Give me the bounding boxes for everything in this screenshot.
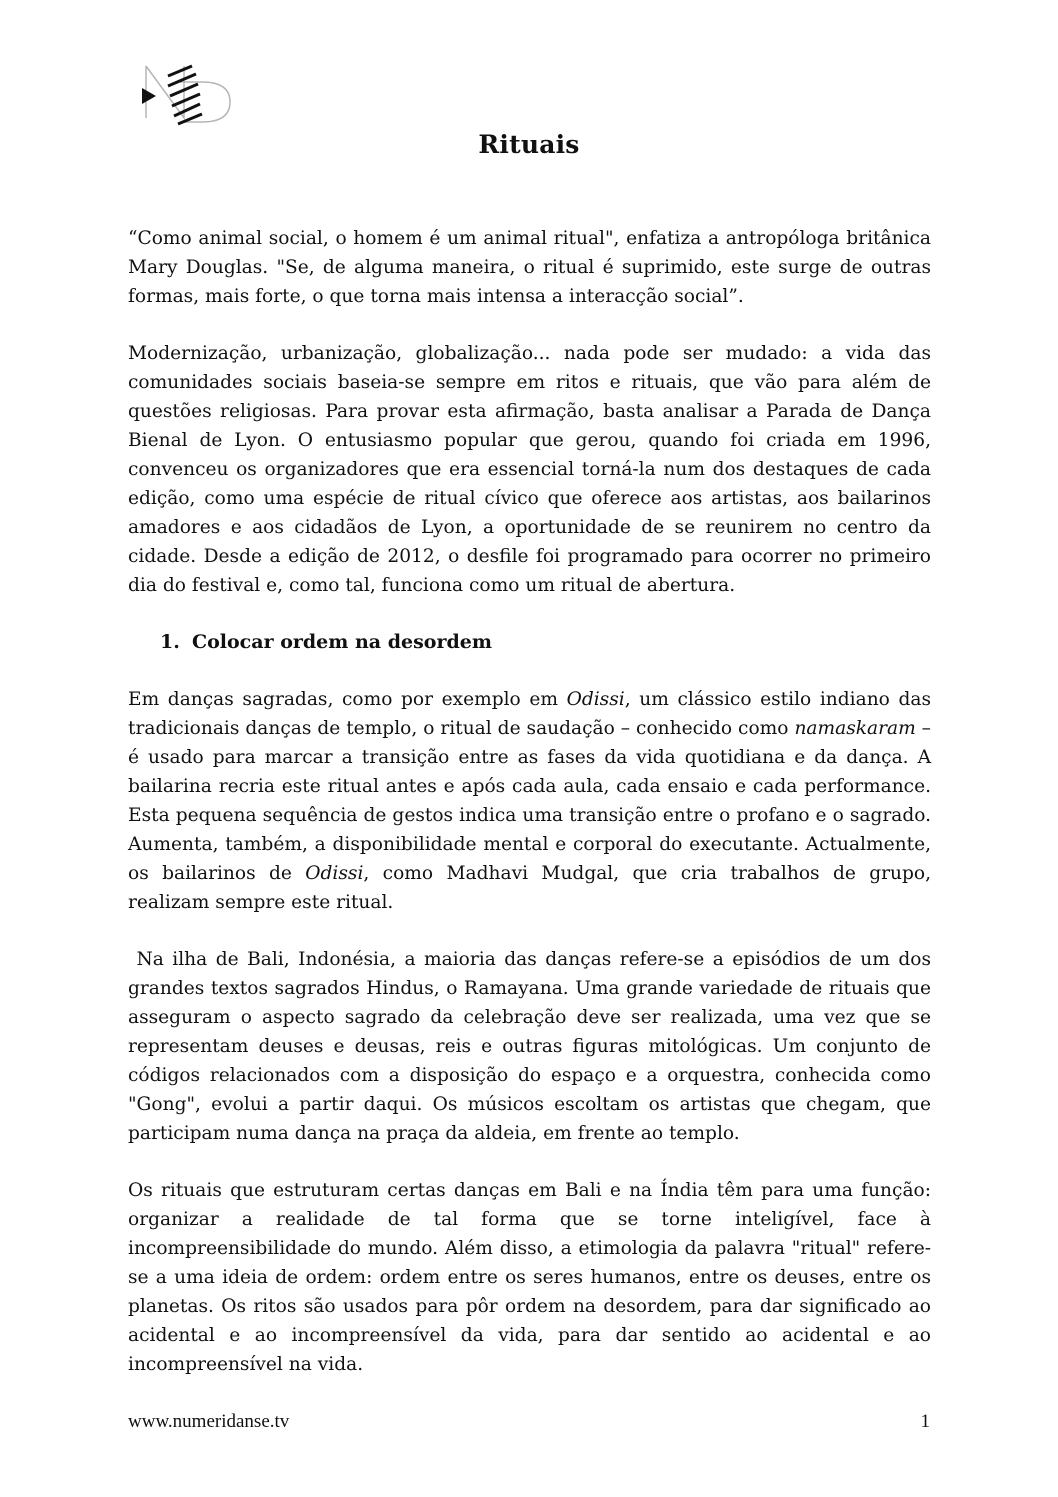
italic-term: Odissi (566, 689, 625, 710)
paragraph-conclusion: Os rituais que estruturam certas danças em Bali e na Índia têm para uma função: organizar a realidade de tal forma que se torne inteligível, face à incompreensibilidade do mundo. Além disso, a etimologia da palavra "ritual" refere-se a uma ideia de ordem: ordem entre os seres humanos, entre os deuses, entre os planetas. Os ritos são usados para pôr ordem na desordem, para dar significado ao acidental e ao incompreensível da vida, para dar sentido ao acidental e ao incompreensível na vida. (128, 1180, 931, 1375)
text-run: , como Madhavi Mudgal, que cria trabalhos de grupo, realizam sempre este ritual. (128, 863, 932, 913)
page-title: Rituais (478, 130, 580, 159)
numeridanse-logo (140, 62, 236, 126)
paragraph-odissi (128, 685, 931, 917)
italic-term: Odissi (305, 863, 364, 884)
paragraph-bali: Na ilha de Bali, Indonésia, a maioria das danças refere-se a episódios de um dos grandes textos sagrados Hindus, o Ramayana. Uma grande variedade de rituais que asseguram o aspecto sagrado da celebração deve ser realizada, uma vez que se representam deuses e deusas, reis e outras figuras mitológicas. Um conjunto de códigos relacionados com a disposição do espaço e a orquestra, conhecida como "Gong", evolui a partir daqui. Os músicos escoltam os artistas que chegam, que participam numa dança na praça da aldeia, em frente ao templo. (128, 949, 937, 1144)
footer-url[interactable]: www.numeridanse.tv (128, 1411, 290, 1432)
section-heading (128, 628, 931, 657)
section-number: 1. (160, 631, 180, 653)
italic-term: namaskaram (794, 718, 916, 739)
section-title: Colocar ordem na desordem (192, 631, 492, 653)
text-run: – é usado para marcar a transição entre as fases da vida quotidiana e da dança. A bailarina recria este ritual antes e após cada aula, cada ensaio e cada performance. Esta pequena sequência de gestos indica uma transição entre o profano e o sagrado. Aumenta, também, a disponibilidade mental e corporal do executante. Actualmente, os bailarinos de (128, 718, 931, 884)
paragraph-lyon: Modernização, urbanização, globalização... nada pode ser mudado: a vida das comunidades sociais baseia-se sempre em ritos e rituais, que vão para além de questões religiosas. Para provar esta afirmação, basta analisar a Parada de Dança Bienal de Lyon. O entusiasmo popular que gerou, quando foi criada em 1996, convenceu os organizadores que era essencial torná-la num dos destaques de cada edição, como uma espécie de ritual cívico que oferece aos artistas, aos bailarinos amadores e aos cidadãos de Lyon, a oportunidade de se reunirem no centro da cidade. Desde a edição de 2012, o desfile foi programado para ocorrer no primeiro dia do festival e, como tal, funciona como um ritual de abertura. (128, 343, 931, 596)
document-body (128, 224, 937, 1407)
paragraph-intro: “Como animal social, o homem é um animal ritual", enfatiza a antropóloga britânica Mary Douglas. "Se, de alguma maneira, o ritual é suprimido, este surge de outras formas, mais forte, o que torna mais intensa a interacção social”. (128, 228, 931, 307)
text-run: Em danças sagradas, como por exemplo em (128, 689, 567, 710)
page-number: 1 (920, 1411, 930, 1432)
text-run: , um clássico estilo indiano das tradicionais danças de templo, o ritual de saudação – conhecido como (128, 689, 931, 739)
